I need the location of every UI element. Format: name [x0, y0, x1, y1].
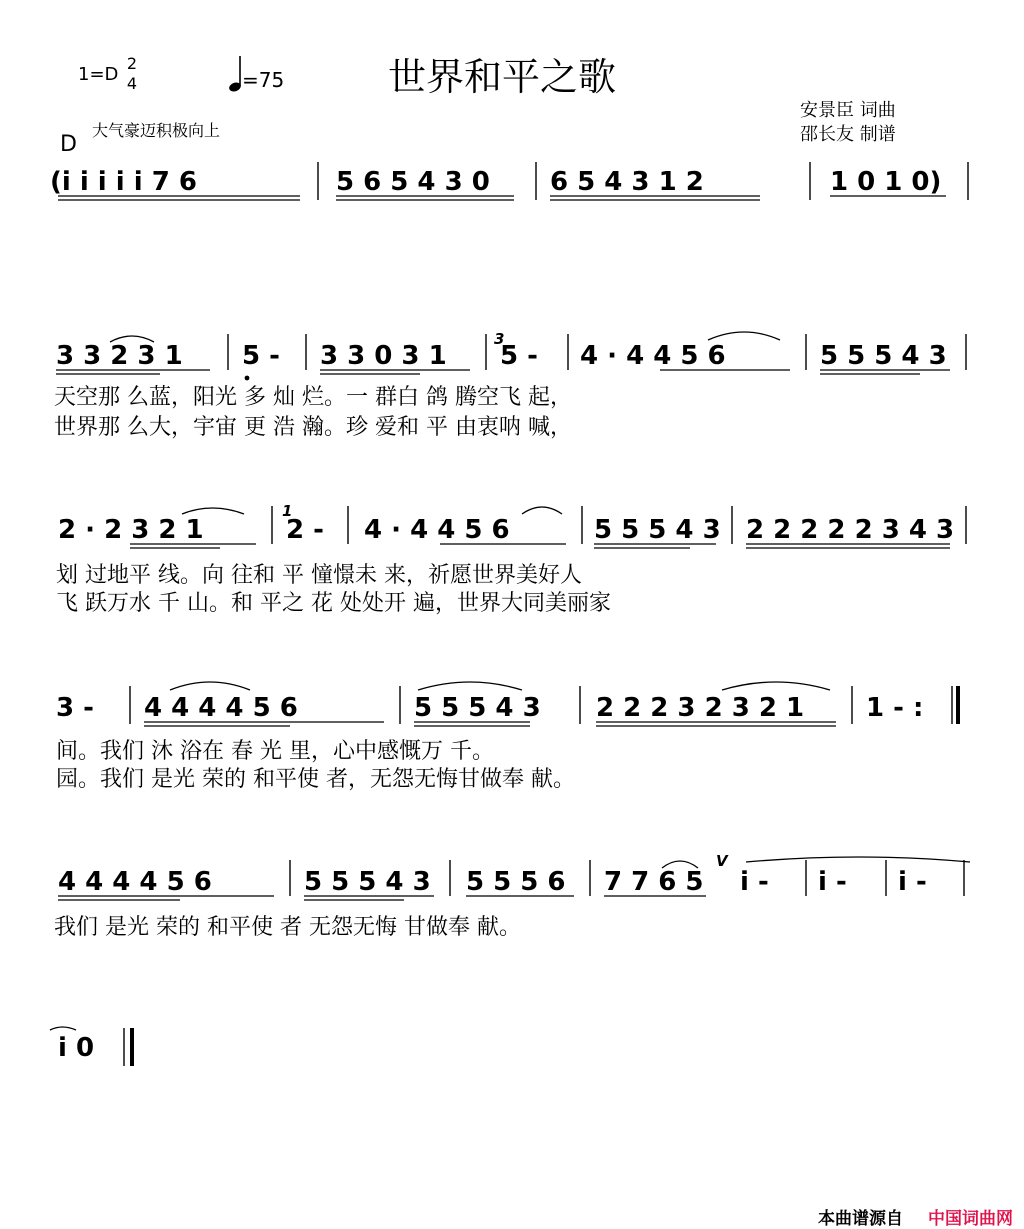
- quarter-note-icon: [228, 54, 242, 94]
- expression-marking: 大气豪迈积极向上: [92, 121, 221, 140]
- tie-mark: [50, 1027, 76, 1030]
- chord-symbol: D: [60, 132, 77, 157]
- site-name[interactable]: 中国词曲网: [928, 1209, 1013, 1229]
- system-2-bar-5: 4 · 4 4 5 6: [580, 341, 726, 371]
- system-2-bar-6: 5 5 5 4 3: [820, 341, 947, 371]
- system-1-bar-1: (i̇ i̇ i̇ i̇ i̇ 7 6: [50, 167, 197, 197]
- system-3-bar-3: 4 · 4 4 5 6: [364, 515, 510, 545]
- underline-beams: [130, 544, 950, 548]
- slurs: [170, 682, 830, 690]
- score-system-1: [0, 150, 1024, 220]
- score-system-4: [0, 676, 1024, 796]
- system-3-lyric-line-1: 划 过地平 线。向 往和 平 憧憬未 来，祈愿世界美好人: [56, 563, 582, 588]
- system-6-bar-1: i̇ 0: [58, 1033, 95, 1063]
- system-4-lyric-line-2: 园。我们 是光 荣的 和平使 者，无怨无悔甘做奉 献。: [56, 767, 575, 792]
- source-label: 本曲谱源自: [818, 1209, 903, 1229]
- system-4-bar-2: 4 4 4 4 5 6: [144, 693, 298, 723]
- system-4-bar-1: 3 -: [56, 693, 94, 723]
- lyricist-composer-credit: 安景臣 词曲: [800, 100, 896, 121]
- breath-mark: V: [716, 852, 728, 870]
- system-5-bar-7: i̇ -: [898, 867, 927, 897]
- arranger-credit: 邵长友 制谱: [800, 124, 896, 145]
- key-signature: 1=D: [78, 64, 119, 85]
- system-3-bar-5: 2 2 2 2 2 3 4 3: [746, 515, 955, 545]
- tempo-marking: =75: [242, 68, 285, 92]
- system-5-bar-2: 5 5 5 4 3: [304, 867, 431, 897]
- score-system-2: [0, 330, 1024, 450]
- grace-note-mark: 3: [494, 330, 505, 348]
- system-2-bar-4: 5 -: [500, 341, 538, 371]
- system-4-bar-4: 2 2 2 3 2 3 2 1: [596, 693, 805, 723]
- system-1-bar-3: 6 5 4 3 1 2: [550, 167, 704, 197]
- system-3-lyric-line-2: 飞 跃万水 千 山。和 平之 花 处处开 遍，世界大同美丽家: [56, 591, 611, 616]
- system-5-bar-1: 4 4 4 4 5 6: [58, 867, 212, 897]
- system-3-bar-1: 2 · 2 3 2 1: [58, 515, 204, 545]
- final-bar-lines: [124, 1028, 132, 1066]
- system-3-bar-2: 2 -: [286, 515, 324, 545]
- lower-octave-dot: [245, 376, 250, 381]
- time-signature: [124, 54, 140, 93]
- time-signature-bottom: 4: [126, 74, 138, 93]
- time-signature-top: 2: [126, 54, 138, 73]
- system-2-lyric-line-1: 天空那 么蓝，阳光 多 灿 烂。一 群白 鸽 腾空飞 起，: [54, 385, 572, 410]
- system-2-bar-3: 3 3 0 3 1: [320, 341, 447, 371]
- system-2-bar-2: 5 -: [242, 341, 280, 371]
- underline-beams: [58, 896, 706, 900]
- system-4-bar-3: 5 5 5 4 3: [414, 693, 541, 723]
- underline-beams: [144, 722, 836, 726]
- system-3-bar-4: 5 5 5 4 3: [594, 515, 721, 545]
- system-5-lyric-line-1: 我们 是光 荣的 和平使 者 无怨无悔 甘做奉 献。: [54, 915, 521, 940]
- slurs: [182, 507, 562, 514]
- score-system-5: [0, 848, 1024, 948]
- system-1-bar-4: 1 0 1 0): [830, 167, 942, 197]
- grace-note-mark: 1: [282, 502, 293, 520]
- score-system-3: [0, 496, 1024, 616]
- song-title: 世界和平之歌: [388, 55, 617, 99]
- system-5-bar-5: i̇ -: [740, 867, 769, 897]
- system-4-bar-5: 1 - :: [866, 693, 924, 723]
- system-5-bar-4: 7 7 6 5: [604, 867, 704, 897]
- system-4-lyric-line-1: 间。我们 沐 浴在 春 光 里，心中感慨万 千。: [56, 739, 494, 764]
- system-2-bar-1: 3 3 2 3 1: [56, 341, 183, 371]
- score-system-6: [0, 1020, 1024, 1080]
- system-1-bar-2: 5 6 5 4 3 0: [336, 167, 490, 197]
- system-5-bar-6: i̇ -: [818, 867, 847, 897]
- system-5-bar-3: 5 5 5 6: [466, 867, 566, 897]
- system-2-lyric-line-2: 世界那 么大，宇宙 更 浩 瀚。珍 爱和 平 由衷呐 喊，: [54, 415, 572, 440]
